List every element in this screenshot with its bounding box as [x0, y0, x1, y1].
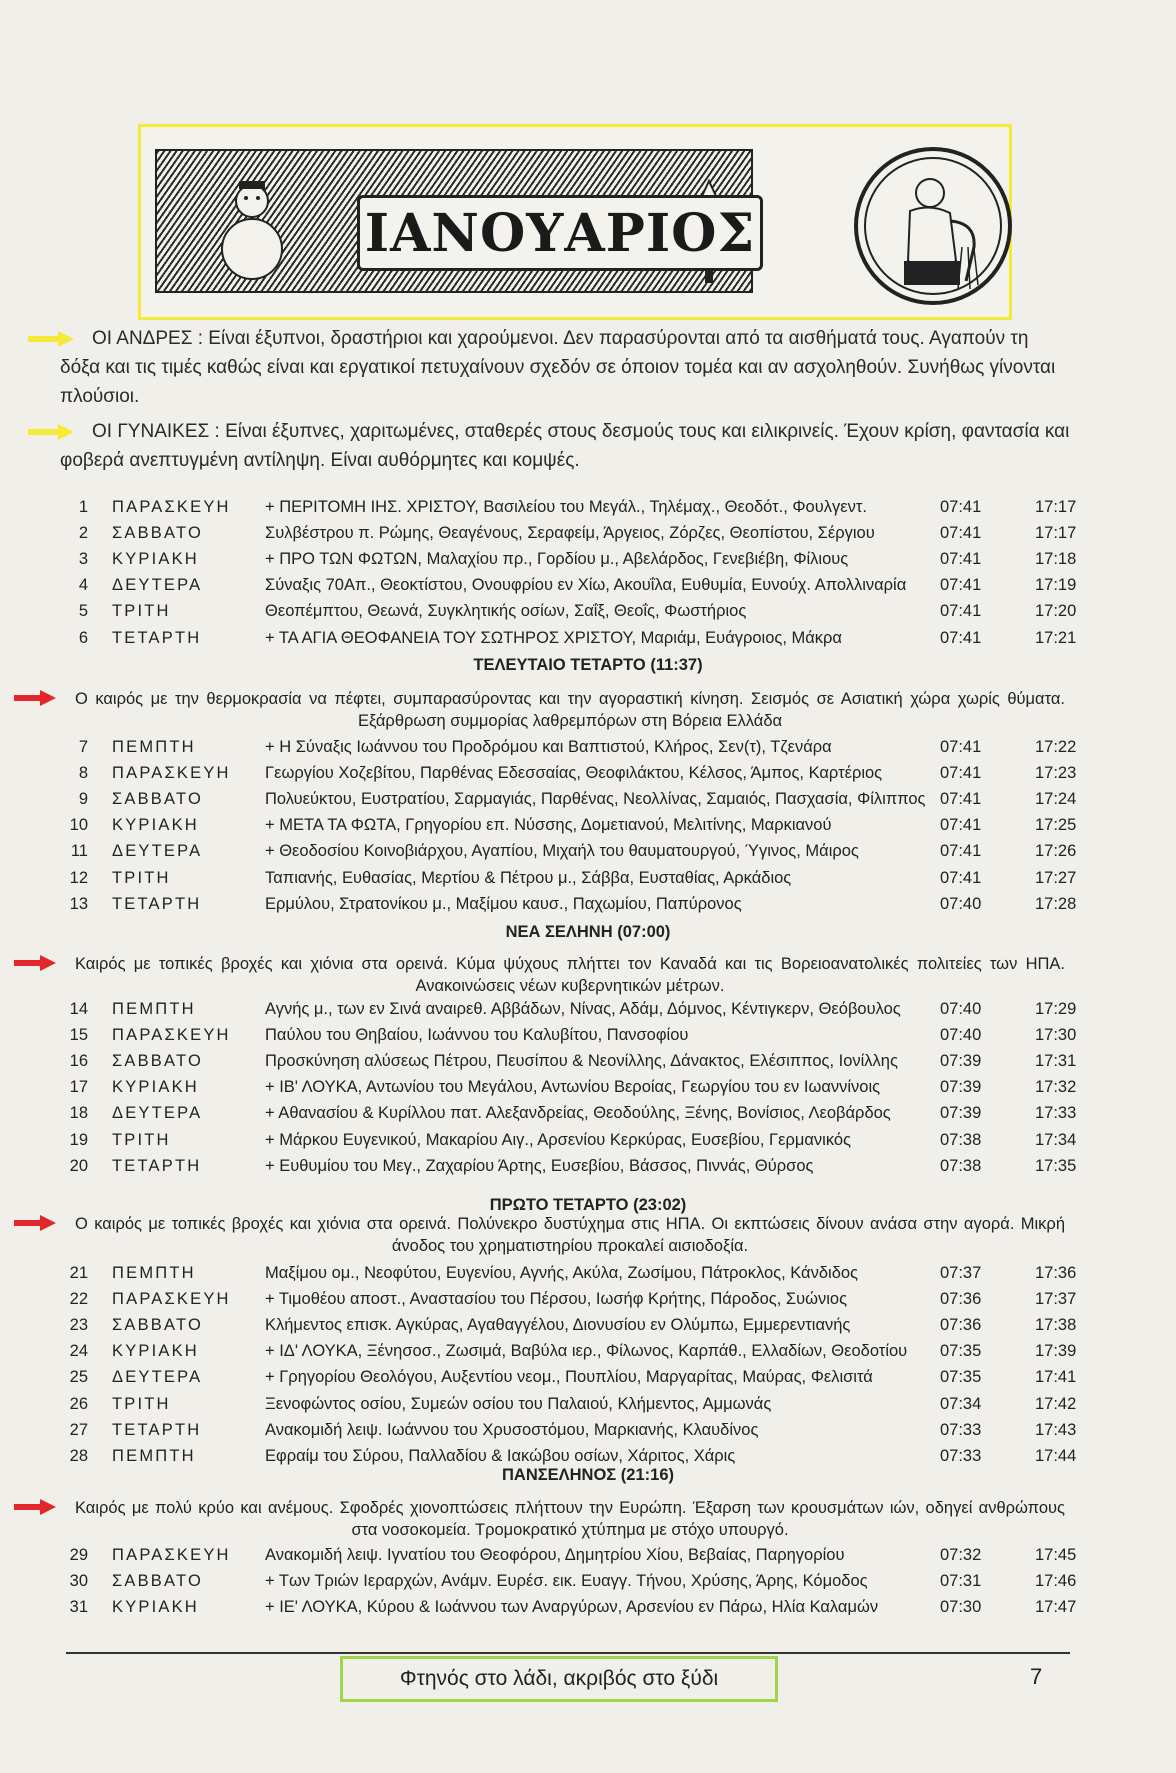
sunset-time: 17:31	[1035, 1052, 1077, 1071]
sunrise-time: 07:32	[940, 1546, 982, 1564]
saints-list: + Ευθυμίου του Μεγ., Ζαχαρίου Άρτης, Ευσεβίου, Βάσσος, Πιννάς, Θύρσος	[265, 1156, 814, 1175]
sunset-time: 17:26	[1035, 842, 1077, 861]
sunset-time: 17:17	[1035, 498, 1077, 516]
moon-phase-heading: ΠΑΝΣΕΛΗΝΟΣ (21:16)	[501, 1466, 674, 1484]
day-name: ΠΕΜΠΤΗ	[112, 1446, 196, 1465]
sunset-time: 17:22	[1035, 738, 1077, 756]
saints-list: Ξενοφώντος οσίου, Συμεών οσίου του Παλαιού, Κλήμεντος, Αμμωνάς	[265, 1394, 772, 1413]
day-number: 27	[69, 1420, 88, 1439]
day-name: ΤΡΙΤΗ	[112, 1130, 171, 1149]
sunrise-time: 07:35	[940, 1342, 982, 1361]
saints-list: + ΙΔ' ΛΟΥΚΑ, Ξένησοσ., Ζωσιμά, Βαβύλα ιερ., Φίλωνος, Καρπάθ., Ελλαδίων, Θεοδοτίου	[265, 1342, 908, 1361]
saints-list: Μαξίμου ομ., Νεοφύτου, Ευγενίου, Αγνής, Ακύλα, Ζωσίμου, Πάτροκλος, Κάνδιδος	[265, 1264, 859, 1282]
day-name: ΠΕΜΠΤΗ	[112, 1264, 196, 1282]
day-number: 6	[78, 628, 88, 647]
sunrise-time: 07:31	[940, 1572, 982, 1591]
saints-list: + ΤΑ ΑΓΙΑ ΘΕΟΦΑΝΕΙΑ ΤΟΥ ΣΩΤΗΡΟΣ ΧΡΙΣΤΟΥ, Μαριάμ, Ευάγροιος, Μάκρα	[265, 628, 842, 647]
sunrise-time: 07:41	[940, 738, 982, 756]
sunset-time: 17:29	[1035, 1000, 1077, 1018]
day-number: 17	[69, 1078, 88, 1097]
day-row	[0, 1395, 1176, 1421]
day-name: ΣΑΒΒΑΤΟ	[112, 1316, 204, 1335]
saints-list: Ανακομιδή λειψ. Ιγνατίου του Θεοφόρου, Δημητρίου Χίου, Βεβαίας, Παρηγορίου	[265, 1546, 845, 1564]
saints-list: + Αθανασίου & Κυρίλλου πατ. Αλεξανδρείας, Θεοδούλης, Ξένης, Βονίσιος, Λεοβάρδος	[265, 1104, 891, 1123]
sunset-time: 17:36	[1035, 1264, 1077, 1282]
day-number: 26	[69, 1394, 88, 1413]
day-row	[0, 1546, 1176, 1572]
sunrise-time: 07:41	[940, 550, 982, 569]
sunrise-time: 07:41	[940, 576, 982, 595]
saints-list: + ΙΕ' ΛΟΥΚΑ, Κύρου & Ιωάννου των Αναργύρων, Αρσενίου εν Πάρω, Ηλία Καλαμών	[265, 1598, 879, 1617]
sunset-time: 17:25	[1035, 816, 1077, 835]
sunrise-time: 07:35	[940, 1368, 982, 1387]
day-number: 15	[69, 1026, 88, 1045]
day-name: ΠΑΡΑΣΚΕΥΗ	[112, 1026, 231, 1045]
sunset-time: 17:46	[1035, 1572, 1077, 1591]
snowman-icon	[217, 179, 287, 289]
forecast-note: Καιρός με πολύ κρύο και ανέμους. Σφοδρές χιονοπτώσεις πλήττουν την Ευρώπη. Έξαρση των κρουσμάτων ιών, οδηγεί ανθρώπους στα νοσοκομεία. Τρομοκρατικό χτύπημα με στόχο υπουργό.	[75, 1499, 1065, 1539]
sunrise-time: 07:41	[940, 868, 982, 887]
day-row	[0, 1104, 1176, 1130]
day-name: ΤΡΙΤΗ	[112, 868, 171, 887]
day-name: ΚΥΡΙΑΚΗ	[112, 816, 199, 835]
sunrise-time: 07:38	[940, 1156, 982, 1175]
sunrise-time: 07:41	[940, 764, 982, 783]
saints-list: Ερμύλου, Στρατονίκου μ., Μαξίμου καυσ., Παχωμίου, Παπύρονος	[265, 894, 742, 913]
day-name: ΔΕΥΤΕΡΑ	[112, 576, 203, 595]
day-name: ΠΕΜΠΤΗ	[112, 1000, 196, 1018]
sunrise-time: 07:39	[940, 1078, 982, 1097]
saints-list: + ΜΕΤΑ ΤΑ ΦΩΤΑ, Γρηγορίου επ. Νύσσης, Δομετιανού, Μελιτίνης, Μαρκιανού	[265, 816, 832, 835]
day-number: 20	[69, 1156, 88, 1175]
saints-list: Θεοπέμπτου, Θεωνά, Συγκλητικής οσίων, Σαΐξ, Θεοΐς, Φωστήριος	[265, 602, 747, 621]
red-arrow-icon	[14, 955, 56, 971]
day-name: ΤΕΤΑΡΤΗ	[112, 894, 202, 913]
day-row	[0, 576, 1176, 602]
day-number: 12	[69, 868, 88, 887]
day-name: ΠΑΡΑΣΚΕΥΗ	[112, 764, 231, 783]
sunset-time: 17:38	[1035, 1316, 1077, 1335]
day-number: 25	[69, 1368, 88, 1387]
day-number: 13	[69, 894, 88, 913]
sunrise-time: 07:39	[940, 1104, 982, 1123]
day-row	[0, 1572, 1176, 1598]
day-row	[0, 1264, 1176, 1290]
sunrise-time: 07:36	[940, 1316, 982, 1335]
sunrise-time: 07:41	[940, 524, 982, 543]
day-row	[0, 629, 1176, 655]
sunrise-time: 07:41	[940, 816, 982, 835]
day-name: ΚΥΡΙΑΚΗ	[112, 1078, 199, 1097]
day-number: 28	[69, 1446, 88, 1465]
saints-list: + Τιμοθέου αποστ., Αναστασίου του Πέρσου, Ιωσήφ Κρήτης, Πάροδος, Συώνιος	[265, 1290, 848, 1309]
sunset-time: 17:34	[1035, 1130, 1077, 1149]
sunset-time: 17:28	[1035, 894, 1077, 913]
day-number: 14	[69, 1000, 88, 1018]
sunset-time: 17:41	[1035, 1368, 1077, 1387]
day-row	[0, 895, 1176, 921]
sunset-time: 17:39	[1035, 1342, 1077, 1361]
day-row	[0, 1157, 1176, 1183]
saints-list: Πολυεύκτου, Ευστρατίου, Σαρμαγιάς, Παρθένας, Νεολλίνας, Σαμαιός, Πασχασία, Φίλιππος	[265, 790, 926, 809]
day-name: ΣΑΒΒΑΤΟ	[112, 790, 204, 809]
sunrise-time: 07:41	[940, 842, 982, 861]
saints-list: + Γρηγορίου Θεολόγου, Αυξεντίου νεομ., Πουπλίου, Μαργαρίτας, Μαύρας, Φελισιτά	[265, 1368, 873, 1387]
day-row	[0, 1131, 1176, 1157]
saints-list: Γεωργίου Χοζεβίτου, Παρθένας Εδεσσαίας, Θεοφιλάκτου, Κέλσος, Άμπος, Καρτέριος	[265, 764, 883, 783]
sunset-time: 17:32	[1035, 1078, 1077, 1097]
day-number: 1	[78, 498, 88, 516]
day-row	[0, 816, 1176, 842]
sunrise-time: 07:40	[940, 1026, 982, 1045]
day-number: 10	[69, 816, 88, 835]
footer-divider	[66, 1652, 1070, 1654]
forecast-note: Καιρός με τοπικές βροχές και χιόνια στα ορεινά. Κύμα ψύχους πλήττει τον Καναδά και τις Βορειοανατολικές πολιτείες των ΗΠΑ. Ανακοινώσεις νέων κυβερνητικών μέτρων.	[75, 955, 1065, 995]
day-number: 7	[78, 738, 88, 756]
winter-woodcut-illustration	[155, 149, 756, 293]
sunrise-time: 07:41	[940, 602, 982, 621]
day-row	[0, 738, 1176, 764]
day-number: 23	[69, 1316, 88, 1335]
day-number: 19	[69, 1130, 88, 1149]
moon-phase-heading: ΝΕΑ ΣΕΛΗΝΗ (07:00)	[505, 923, 671, 941]
sunset-time: 17:18	[1035, 550, 1077, 569]
saints-list: Παύλου του Θηβαίου, Ιωάννου του Καλυβίτου, Πανσοφίου	[265, 1026, 689, 1045]
day-number: 4	[78, 576, 88, 595]
sunset-time: 17:19	[1035, 576, 1077, 595]
day-name: ΠΑΡΑΣΚΕΥΗ	[112, 1546, 231, 1564]
sunrise-time: 07:33	[940, 1420, 982, 1439]
day-number: 5	[78, 602, 88, 621]
sunrise-time: 07:38	[940, 1130, 982, 1149]
saints-list: + Η Σύναξις Ιωάννου του Προδρόμου και Βαπτιστού, Κλήρος, Σεν(τ), Τζενάρα	[265, 738, 832, 756]
sunrise-time: 07:33	[940, 1446, 982, 1465]
sunrise-time: 07:40	[940, 1000, 982, 1018]
day-number: 16	[69, 1052, 88, 1071]
red-arrow-icon	[14, 690, 56, 706]
sunrise-time: 07:41	[940, 628, 982, 647]
sunset-time: 17:37	[1035, 1290, 1077, 1309]
day-row	[0, 790, 1176, 816]
day-name: ΣΑΒΒΑΤΟ	[112, 524, 204, 543]
sunset-time: 17:23	[1035, 764, 1077, 783]
day-name: ΔΕΥΤΕΡΑ	[112, 842, 203, 861]
sunset-time: 17:35	[1035, 1156, 1077, 1175]
day-number: 11	[70, 842, 88, 861]
saints-list: + Των Τριών Ιεραρχών, Ανάμν. Ευρέσ. εικ. Ευαγγ. Τήνου, Χρύσης, Άρης, Κόμοδος	[265, 1572, 868, 1591]
day-row	[0, 550, 1176, 576]
day-number: 2	[78, 524, 88, 543]
moon-phase-heading: ΠΡΩΤΟ ΤΕΤΑΡΤΟ (23:02)	[489, 1196, 687, 1214]
forecast-note: Ο καιρός με την θερμοκρασία να πέφτει, συμπαρασύροντας και την αγοραστική κίνηση. Σεισμός σε Ασιατική χώρα χωρίς θύματα. Εξάρθρωση συμμορίας λαθρεμπόρων στη Βόρεια Ελλάδα	[75, 690, 1065, 730]
saints-list: + Θεοδοσίου Κοινοβιάρχου, Αγαπίου, Μιχαήλ του θαυματουργού, Ύγινος, Μάιρος	[265, 842, 859, 861]
intro-women: ΟΙ ΓΥΝΑΙΚΕΣ : Είναι έξυπνες, χαριτωμένες, σταθερές στους δεσμούς τους και ειλικρινείς. Έχουν κρίση, φαντασία και φοβερά ανεπτυγμένη αντίληψη. Είναι αυθόρμητες και κομψές.	[60, 421, 1070, 471]
month-banner	[138, 124, 1012, 320]
sunrise-time: 07:30	[940, 1598, 982, 1617]
sunset-time: 17:21	[1035, 628, 1077, 647]
day-number: 18	[69, 1104, 88, 1123]
day-number: 22	[69, 1290, 88, 1309]
day-number: 8	[78, 764, 88, 783]
day-name: ΤΡΙΤΗ	[112, 602, 171, 621]
day-name: ΔΕΥΤΕΡΑ	[112, 1104, 203, 1123]
saints-list: + Μάρκου Ευγενικού, Μακαρίου Αιγ., Αρσενίου Κερκύρας, Ευσεβίου, Γερμανικός	[265, 1130, 852, 1149]
day-number: 31	[69, 1598, 88, 1617]
saints-list: Κλήμεντος επισκ. Αγκύρας, Αγαθαγγέλου, Διονυσίου εν Ολύμπω, Εμμερεντιανής	[265, 1316, 851, 1335]
day-row	[0, 1290, 1176, 1316]
day-row	[0, 524, 1176, 550]
day-name: ΚΥΡΙΑΚΗ	[112, 1598, 199, 1617]
saints-list: Ταπιανής, Ευθασίας, Μερτίου & Πέτρου μ., Σάββα, Ευσταθίας, Αρκάδιος	[265, 868, 792, 887]
sunset-time: 17:33	[1035, 1104, 1077, 1123]
day-name: ΤΕΤΑΡΤΗ	[112, 628, 202, 647]
day-name: ΤΕΤΑΡΤΗ	[112, 1156, 202, 1175]
sunset-time: 17:42	[1035, 1394, 1077, 1413]
forecast-note: Ο καιρός με τοπικές βροχές και χιόνια στα ορεινά. Πολύνεκρο δυστύχημα στις ΗΠΑ. Οι εκπτώσεις δίνουν ανάσα στην αγορά. Μικρή άνοδος του χρηματιστηρίου προκαλεί αισιοδοξία.	[75, 1215, 1065, 1255]
saints-list: Αγνής μ., των εν Σινά αναιρεθ. Αββάδων, Νίνας, Αδάμ, Δόμνος, Κέντιγκερν, Θεόβουλος	[265, 1000, 901, 1018]
day-name: ΠΕΜΠΤΗ	[112, 738, 196, 756]
day-number: 24	[69, 1342, 88, 1361]
sunrise-time: 07:41	[940, 498, 982, 516]
saints-list: + ΠΡΟ ΤΩΝ ΦΩΤΩΝ, Μαλαχίου πρ., Γορδίου μ., Αβελάρδος, Γενεβιέβη, Φίλιους	[265, 550, 849, 569]
day-row	[0, 1078, 1176, 1104]
sunset-time: 17:27	[1035, 868, 1077, 887]
sunset-time: 17:47	[1035, 1598, 1077, 1617]
day-row	[0, 1316, 1176, 1342]
saints-list: + ΙΒ' ΛΟΥΚΑ, Αντωνίου του Μεγάλου, Αντωνίου Βεροίας, Γεωργίου του εν Ιωαννίνοις	[265, 1078, 881, 1097]
sunset-time: 17:45	[1035, 1546, 1077, 1564]
day-row	[0, 1342, 1176, 1368]
day-name: ΚΥΡΙΑΚΗ	[112, 550, 199, 569]
sunset-time: 17:20	[1035, 602, 1077, 621]
sunrise-time: 07:37	[940, 1264, 982, 1282]
saints-list: Ανακομιδή λειψ. Ιωάννου του Χρυσοστόμου, Μαρκιανής, Κλαυδίνος	[265, 1420, 759, 1439]
intro-men: ΟΙ ΑΝΔΡΕΣ : Είναι έξυπνοι, δραστήριοι και χαρούμενοι. Δεν παρασύρονται από τα αισθήματά τους. Αγαπούν τη δόξα και τις τιμές καθώς είναι και εργατικοί πετυχαίνουν σχεδόν σε όποιον τομέα και αν ασχοληθούν. Συνήθως γίνονται πλούσιοι.	[60, 328, 1056, 407]
day-name: ΚΥΡΙΑΚΗ	[112, 1342, 199, 1361]
sunrise-time: 07:34	[940, 1394, 982, 1413]
day-number: 9	[78, 790, 88, 809]
day-row	[0, 842, 1176, 868]
day-row	[0, 1598, 1176, 1624]
day-name: ΔΕΥΤΕΡΑ	[112, 1368, 203, 1387]
sunset-time: 17:24	[1035, 790, 1077, 809]
day-row	[0, 602, 1176, 628]
moon-phase-heading: ΤΕΛΕΥΤΑΙΟ ΤΕΤΑΡΤΟ (11:37)	[473, 656, 703, 674]
day-row	[0, 1026, 1176, 1052]
day-name: ΠΑΡΑΣΚΕΥΗ	[112, 498, 231, 516]
saints-list: Προσκύνηση αλύσεως Πέτρου, Πευσίπου & Νεονίλλης, Δάνακτος, Ελέσιππος, Ιονίλλης	[265, 1052, 898, 1071]
sunrise-time: 07:39	[940, 1052, 982, 1071]
day-name: ΣΑΒΒΑΤΟ	[112, 1572, 204, 1591]
sunrise-time: 07:40	[940, 894, 982, 913]
aquarius-medallion-icon	[854, 147, 1012, 305]
sunset-time: 17:43	[1035, 1420, 1077, 1439]
day-name: ΤΕΤΑΡΤΗ	[112, 1420, 202, 1439]
day-name: ΠΑΡΑΣΚΕΥΗ	[112, 1290, 231, 1309]
day-row	[0, 869, 1176, 895]
sunrise-time: 07:36	[940, 1290, 982, 1309]
month-title: ΙΑΝΟΥΑΡΙΟΣ	[357, 195, 763, 271]
day-name: ΣΑΒΒΑΤΟ	[112, 1052, 204, 1071]
sunset-time: 17:44	[1035, 1446, 1077, 1465]
saints-list: Σύναξις 70Απ., Θεοκτίστου, Ονουφρίου εν Χίω, Ακουΐλα, Ευθυμία, Ευνούχ. Απολλιναρία	[265, 576, 907, 595]
day-row	[0, 1368, 1176, 1394]
sunset-time: 17:30	[1035, 1026, 1077, 1045]
day-number: 29	[69, 1546, 88, 1564]
day-name: ΤΡΙΤΗ	[112, 1394, 171, 1413]
day-row	[0, 1421, 1176, 1447]
day-row	[0, 498, 1176, 524]
red-arrow-icon	[14, 1499, 56, 1515]
day-row	[0, 1000, 1176, 1026]
red-arrow-icon	[14, 1215, 56, 1231]
day-number: 30	[69, 1572, 88, 1591]
sunrise-time: 07:41	[940, 790, 982, 809]
day-row	[0, 1052, 1176, 1078]
day-number: 21	[69, 1264, 88, 1282]
saints-list: Συλβέστρου π. Ρώμης, Θεαγένους, Σεραφείμ, Άργειος, Ζόρζες, Θεοπίστου, Σέργιου	[265, 524, 875, 543]
day-number: 3	[78, 550, 88, 569]
saints-list: Εφραίμ του Σύρου, Παλλαδίου & Ιακώβου οσίων, Χάριτος, Χάρις	[265, 1446, 736, 1465]
footer-proverb: Φτηνός στο λάδι, ακριβός στο ξύδι	[340, 1656, 778, 1702]
saints-list: + ΠΕΡΙΤΟΜΗ ΙΗΣ. ΧΡΙΣΤΟΥ, Βασιλείου του Μεγάλ., Τηλέμαχ., Θεοδότ., Φουλγεντ.	[265, 498, 867, 516]
page-number: 7	[1030, 1664, 1043, 1689]
sunset-time: 17:17	[1035, 524, 1077, 543]
day-row	[0, 764, 1176, 790]
